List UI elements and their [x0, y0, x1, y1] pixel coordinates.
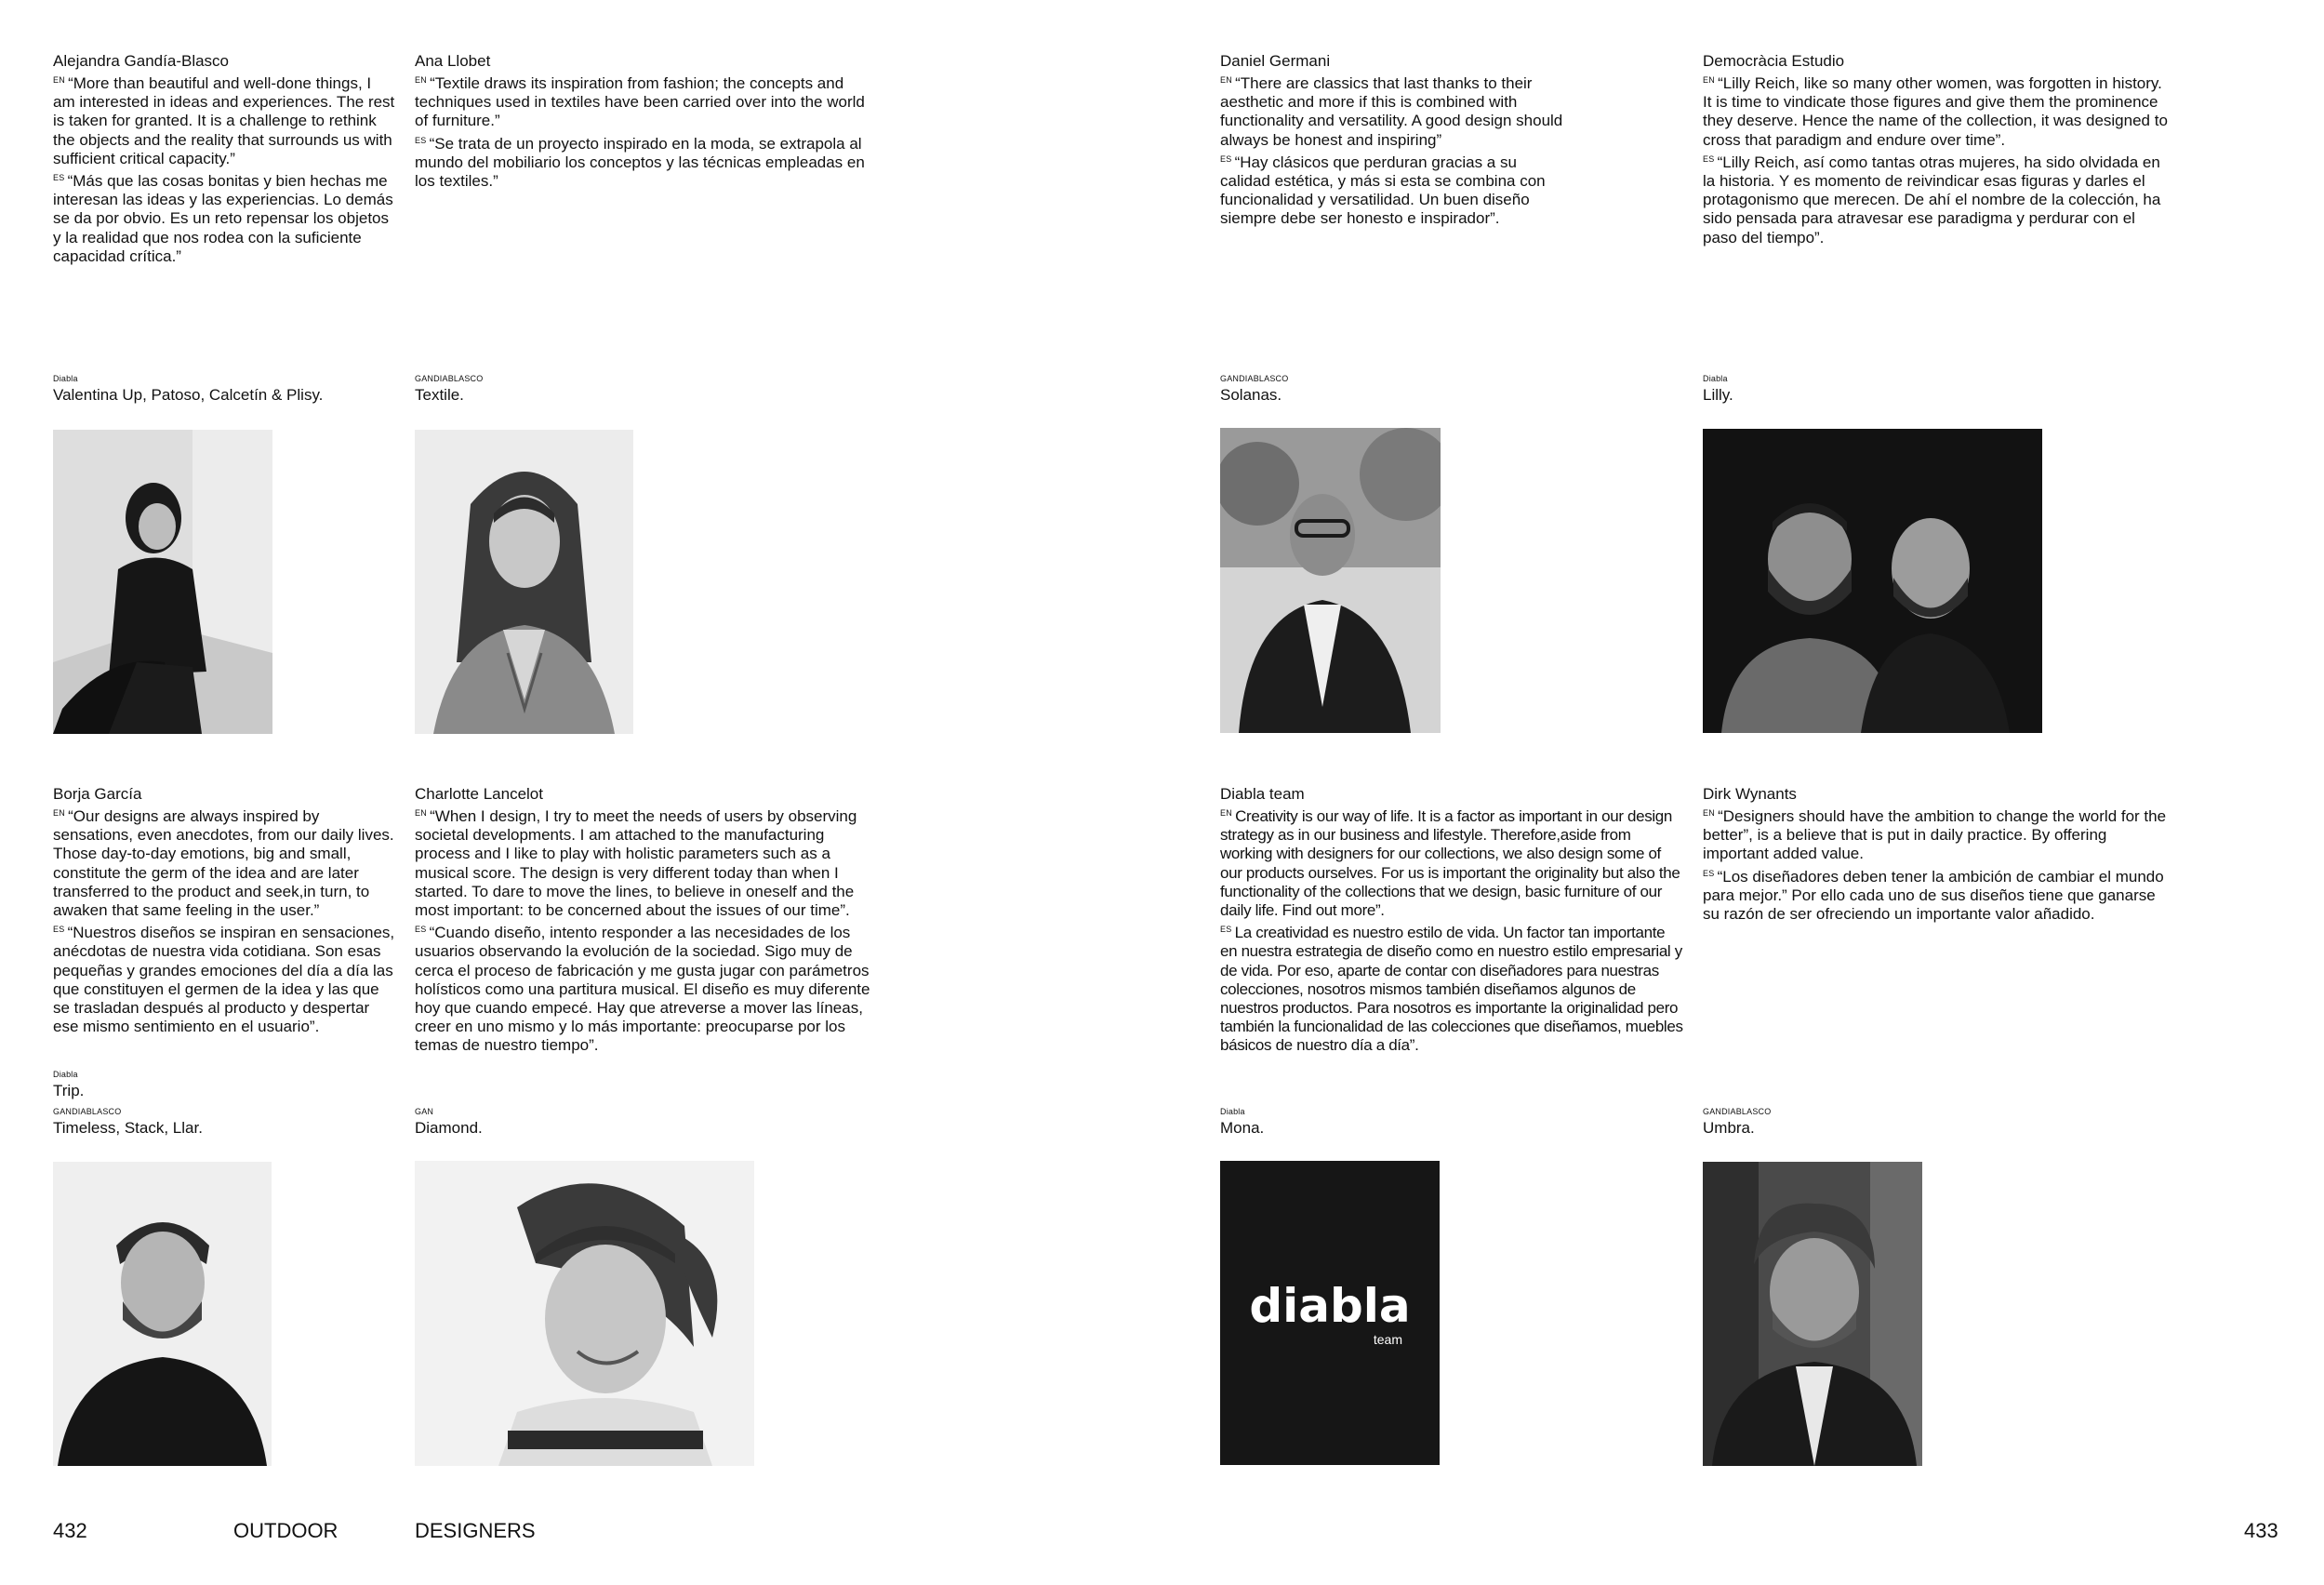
lang-tag-en: EN [415, 808, 428, 818]
lang-tag-en: EN [1220, 808, 1233, 818]
portrait-photo [415, 430, 633, 734]
product-name: Solanas. [1220, 386, 1282, 404]
designer-quote [415, 71, 880, 191]
product-name: Trip. [53, 1082, 85, 1099]
designer-quote [53, 804, 399, 1036]
lang-tag-es: ES [1220, 925, 1232, 935]
logo-word: diabla [1249, 1279, 1411, 1333]
portrait-photo [1703, 1162, 1922, 1466]
designer-card [415, 785, 880, 1056]
section-title: OUTDOOR [233, 1519, 339, 1542]
quote-en: “More than beautiful and well-done things, I am interested in ideas and experiences. The rest is taken for granted. It is a challenge to rethink the objects and the reality that surrounds us with sufficient critical capacity.” [53, 74, 395, 167]
lang-tag-es: ES [53, 173, 65, 183]
product-brand: GAN [415, 1107, 434, 1116]
product-name: Timeless, Stack, Llar. [53, 1119, 203, 1137]
quote-es: “Hay clásicos que perduran gracias a su calidad estética, y más si esta se combina con funcionalidad y versatilidad. Un buen diseño siempre debe ser honesto e inspirador”. [1220, 153, 1546, 228]
quote-es: “Más que las cosas bonitas y bien hechas me interesan las ideas y las experiencias. Lo demás se da por obvio. Es un reto repensar los objetos y la realidad que nos rodea con la suficiente capacidad crítica.” [53, 172, 393, 265]
product-brand: GANDIABLASCO [1703, 1107, 1772, 1116]
designer-card [1220, 52, 1569, 229]
designer-name: Daniel Germani [1220, 52, 1331, 70]
quote-es: “Lilly Reich, así como tantas otras mujeres, ha sido olvidada en la historia. Y es momento de reivindicar esas figuras y darles el protagonismo que merecen. De ahí el nombre de la colección, ha sido pensada para atravesar ese paradigma y perdurar con el paso del tiempo”. [1703, 153, 2161, 246]
product-brand: Diabla [1220, 1107, 1245, 1116]
product-brand: Diabla [53, 1070, 78, 1079]
designer-quote [1220, 71, 1569, 229]
quote-en: “Textile draws its inspiration from fashion; the concepts and techniques used in textiles have been carried over into the world of furniture.” [415, 74, 865, 130]
designer-name: Ana Llobet [415, 52, 491, 70]
designer-name: Diabla team [1220, 785, 1305, 803]
lang-tag-es: ES [415, 135, 427, 145]
designer-quote [1220, 804, 1685, 1056]
portrait-photo [1220, 428, 1441, 733]
product-name: Mona. [1220, 1119, 1265, 1137]
product-brand: GANDIABLASCO [415, 374, 484, 383]
designer-card [53, 52, 395, 266]
product-brand: Diabla [1703, 374, 1728, 383]
product-name: Lilly. [1703, 386, 1733, 404]
designer-card [1703, 52, 2168, 247]
designer-name: Alejandra Gandía-Blasco [53, 52, 230, 70]
lang-tag-es: ES [53, 925, 65, 935]
lang-tag-en: EN [53, 75, 66, 85]
product-name: Diamond. [415, 1119, 483, 1137]
designer-card [415, 52, 880, 191]
quote-es: “Se trata de un proyecto inspirado en la moda, se extrapola al mundo del mobiliario los conceptos y las técnicas empleadas en los textiles.” [415, 134, 865, 191]
lang-tag-es: ES [1703, 868, 1715, 878]
quote-en: “There are classics that last thanks to their aesthetic and more if this is combined with functionality and versatility. A good design should always be honest and inspiring” [1220, 74, 1563, 149]
page-number-left: 432 [53, 1519, 87, 1542]
chapter-title: DESIGNERS [415, 1519, 536, 1542]
logo-sub: team [1373, 1332, 1402, 1347]
lang-tag-es: ES [415, 925, 427, 935]
lang-tag-en: EN [1703, 75, 1716, 85]
quote-es: La creatividad es nuestro estilo de vida. Un factor tan importante en nuestra estrategia de diseño como en nuestro estilo empresarial y de vida. Por eso, aparte de contar con diseñadores para nuestras colecciones, nosotros mismos también diseñamos algunos de nuestros productos. Para nosotros es importante la originalidad pero también la funcionalidad de las colecciones que diseñamos, muebles básicos de nuestro día a día”. [1220, 924, 1683, 1055]
designer-quote [415, 804, 880, 1056]
diabla-team-logo [1220, 1161, 1440, 1465]
quote-en: “When I design, I try to meet the needs of users by observing societal developments. I am attached to the manufacturing process and I like to play with holistic parameters such as a musical score. The design is very different today than when I started. To dare to move the lines, to believe in oneself and the most important: to be concerned about the issues of our time”. [415, 807, 857, 920]
portrait-photo [1703, 429, 2042, 733]
lang-tag-es: ES [1703, 153, 1715, 164]
designer-quote [1703, 804, 2168, 924]
designer-card [1220, 785, 1685, 1056]
lang-tag-en: EN [415, 75, 428, 85]
designer-quote [1703, 71, 2168, 247]
lang-tag-en: EN [1220, 75, 1233, 85]
quote-es: “Los diseñadores deben tener la ambición de cambiar el mundo para mejor.” Por ello cada uno de sus diseños tiene que ganarse su razón de ser ofreciendo un importante valor añadido. [1703, 867, 2164, 924]
quote-es: “Cuando diseño, intento responder a las necesidades de los usuarios observando la evolución de la sociedad. Sigo muy de cerca el proceso de fabricación y me gusta jugar con parámetros holísticos como una partitura musical. El diseño es muy diferente hoy que cuando empecé. Hay que atreverse a mover las líneas, creer en uno mismo y lo más importante: preocuparse por los temas de nuestro tiempo”. [415, 924, 870, 1055]
product-name: Valentina Up, Patoso, Calcetín & Plisy. [53, 386, 324, 404]
quote-en: Creativity is our way of life. It is a factor as important in our design strategy as in our business and lifestyle. Therefore,aside from working with designers for our collections, we also design some of our products ourselves. For us is important the originality but also the functionality of the collections that we design, basic furniture of our daily life. Find out more”. [1220, 807, 1680, 920]
designer-name: Dirk Wynants [1703, 785, 1797, 803]
quote-en: “Our designs are always inspired by sensations, even anecdotes, from our daily lives. Those day-to-day emotions, big and small, constitute the germ of the idea and are later transferred to the product and seek,in turn, to awaken that same feeling in the user.” [53, 807, 394, 920]
quote-en: “Designers should have the ambition to change the world for the better”, is a believe that is put in daily practice. By offering important added value. [1703, 807, 2167, 863]
portrait-photo [53, 430, 272, 734]
designer-name: Democràcia Estudio [1703, 52, 1845, 70]
product-brand: Diabla [53, 374, 78, 383]
designer-card [53, 785, 399, 1036]
lang-tag-es: ES [1220, 153, 1232, 164]
lang-tag-en: EN [1703, 808, 1716, 818]
product-brand: GANDIABLASCO [1220, 374, 1289, 383]
designer-name: Borja García [53, 785, 142, 803]
product-brand: GANDIABLASCO [53, 1107, 122, 1116]
quote-es: “Nuestros diseños se inspiran en sensaciones, anécdotas de nuestra vida cotidiana. Son esas pequeñas y grandes emociones del día a día las que constituyen el germen de la idea y las que se trasladan después al producto y despertar ese mismo sentimiento en el usuario”. [53, 924, 395, 1036]
portrait-photo [415, 1161, 754, 1466]
lang-tag-en: EN [53, 808, 66, 818]
designer-name: Charlotte Lancelot [415, 785, 543, 803]
page-number-right: 433 [2244, 1519, 2278, 1542]
product-name: Textile. [415, 386, 464, 404]
product-name: Umbra. [1703, 1119, 1755, 1137]
designer-card [1703, 785, 2168, 924]
quote-en: “Lilly Reich, like so many other women, was forgotten in history. It is time to vindicate those figures and give them the prominence they deserve. Hence the name of the collection, it was designed to cross that paradigm and endure over time”. [1703, 74, 2168, 149]
portrait-photo [53, 1162, 272, 1466]
designer-quote [53, 71, 395, 266]
